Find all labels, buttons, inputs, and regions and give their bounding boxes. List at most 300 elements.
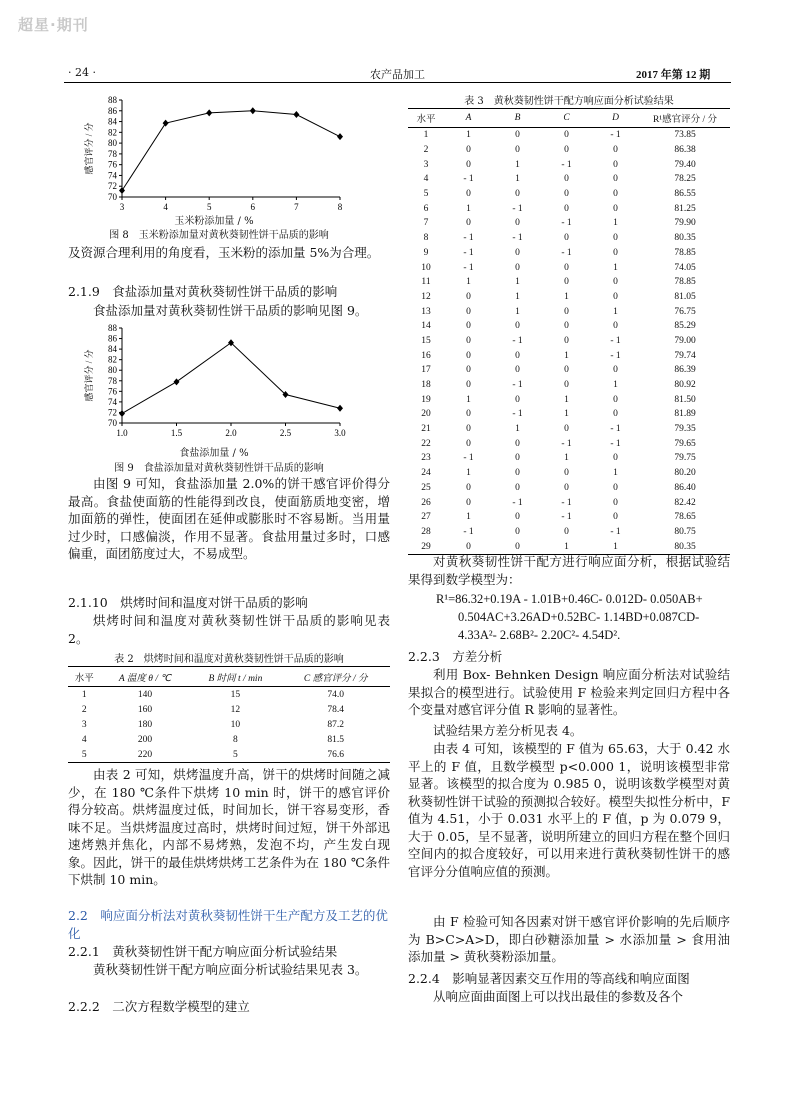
table-cell: 27 xyxy=(421,512,431,523)
table-cell: 0 xyxy=(564,130,569,141)
equation-line-2: 0.504AC+3.26AD+0.52BC- 1.14BD+0.087CD- xyxy=(458,610,700,624)
table-cell: 5 xyxy=(81,749,87,760)
table-cell: 0 xyxy=(613,482,618,493)
table-cell: 0 xyxy=(466,350,471,361)
table3 xyxy=(408,108,730,555)
table-cell: 220 xyxy=(137,749,153,760)
table-cell: - 1 xyxy=(512,233,523,244)
table-cell: 26 xyxy=(421,497,431,508)
table-cell: - 1 xyxy=(561,247,572,258)
table2-caption: 表 2 烘烤时间和温度对黄秋葵韧性饼干品质的影响 xyxy=(114,654,344,665)
y-tick-label: 84 xyxy=(108,344,117,355)
table-cell: 0 xyxy=(466,306,471,317)
table-cell: 1 xyxy=(613,541,618,552)
table-cell: 0 xyxy=(564,306,569,317)
table-cell: 12 xyxy=(421,291,431,302)
para-right-4: 由表 4 可知，该模型的 F 值为 65.63，大于 0.42 水平上的 F 值，且数学模型 p<0.000 1，说明该模型非常显著。该模型的拟合度为 0.985 0，说明该数学模型对黄秋葵韧性饼干试验的预测拟合较好。模型失拟性分析中，F 值为 4.51，小于 0.031 水平上的 F 值，p 为 0.079 9，大于 0.05，呈不显著，说明所建立的回归方程在整个回归空间内的拟合度较好，可以用来进行黄秋葵韧性饼干的感官评分分值响应值的预测。 xyxy=(408,741,730,879)
table-cell: - 1 xyxy=(561,497,572,508)
y-tick-label: 78 xyxy=(108,148,117,159)
x-tick-label: 4 xyxy=(163,202,168,212)
fig9-caption: 图 9 食盐添加量对黄秋葵韧性饼干品质的影响 xyxy=(114,463,324,474)
y-tick-label: 76 xyxy=(108,159,117,170)
table-row xyxy=(408,172,730,187)
table-cell: 0 xyxy=(466,438,471,449)
para-left-2: 食盐添加量对黄秋葵韧性饼干品质的影响见图 9。 xyxy=(93,303,368,318)
table-cell: 0 xyxy=(613,453,618,464)
section-2-2-1: 2.2.1 黄秋葵韧性饼干配方响应面分析试验结果 xyxy=(68,944,338,959)
table-cell: 0 xyxy=(613,394,618,405)
table-cell: 0 xyxy=(515,365,520,376)
table-cell: 81.89 xyxy=(674,409,696,420)
table-cell: 1 xyxy=(423,130,429,141)
table-cell: - 1 xyxy=(463,453,474,464)
table-row xyxy=(68,702,390,717)
table-cell: 1 xyxy=(466,394,471,405)
table-cell: 78.85 xyxy=(674,277,696,288)
table-cell: 0 xyxy=(515,394,520,405)
table-cell: 3 xyxy=(81,719,87,730)
table-cell: - 1 xyxy=(561,218,572,229)
table-cell: - 1 xyxy=(512,203,523,214)
y-tick-label: 88 xyxy=(108,323,117,333)
table-cell: 0 xyxy=(515,482,520,493)
table-cell: 0 xyxy=(515,350,520,361)
table-cell: 0 xyxy=(564,321,569,332)
table-cell: 76.75 xyxy=(674,306,696,317)
table-cell: 81.05 xyxy=(674,291,696,302)
table-cell: 0 xyxy=(564,277,569,288)
table-row xyxy=(408,392,730,407)
table-cell: 0 xyxy=(613,291,618,302)
y-axis-label: 感官评分 / 分 xyxy=(84,349,94,402)
para-left-4: 烘烤时间和温度对黄秋葵韧性饼干品质的影响见表 2。 xyxy=(68,613,390,646)
table-row xyxy=(68,687,390,703)
table-row xyxy=(408,495,730,510)
table-cell: 0 xyxy=(564,468,569,479)
table-cell: 0 xyxy=(613,497,618,508)
table-cell: 81.50 xyxy=(674,394,696,405)
table-cell: 18 xyxy=(421,380,431,391)
table-cell: 0 xyxy=(515,453,520,464)
table2-header: B 时间 t / min xyxy=(208,673,263,684)
table-cell: 19 xyxy=(421,394,431,405)
table-cell: 0 xyxy=(564,526,569,537)
table-cell: 14 xyxy=(421,321,431,332)
table-row xyxy=(408,216,730,231)
y-tick-label: 86 xyxy=(108,333,117,344)
table-cell: 0 xyxy=(515,438,520,449)
table-cell: 0 xyxy=(515,526,520,537)
table-cell: 4 xyxy=(423,174,429,185)
data-point xyxy=(293,111,299,118)
table-cell: - 1 xyxy=(463,526,474,537)
table-cell: - 1 xyxy=(610,350,621,361)
data-point xyxy=(174,378,180,385)
table3-header: 水平 xyxy=(416,115,436,125)
para-left-3: 由图 9 可知，食盐添加量 2.0%的饼干感官评价得分最高。食盐使面筋的性能得到改良，使面筋质地变密，增加面筋的弹性，使面团在延伸或膨胀时不容易断。当用量过少时，口感偏淡，作用不显著。食盐用量过多时，口感偏重，面团筋度过大，不易成型。 xyxy=(68,476,390,561)
table-cell: 0 xyxy=(466,335,471,346)
table3-header: A xyxy=(465,113,472,123)
table-row xyxy=(408,525,730,540)
table-row xyxy=(408,157,730,172)
table-cell: - 1 xyxy=(463,262,474,273)
table-row xyxy=(408,407,730,422)
y-tick-label: 80 xyxy=(108,365,117,376)
table-cell: 0 xyxy=(466,189,471,200)
y-tick-label: 78 xyxy=(108,375,117,386)
table-cell: 3 xyxy=(423,159,429,170)
section-2-2: 2.2 响应面分析法对黄秋葵韧性饼干生产配方及工艺的优化 xyxy=(68,908,388,941)
table3-header: D xyxy=(612,113,619,123)
table-row xyxy=(408,451,730,466)
table-cell: 79.40 xyxy=(674,159,696,170)
table-cell: 1 xyxy=(81,689,87,700)
table3-header: R¹感官评分 / 分 xyxy=(652,115,718,125)
table-cell: - 1 xyxy=(463,174,474,185)
section-2-1-10: 2.1.10 烘烤时间和温度对饼干品质的影响 xyxy=(68,595,308,610)
para-right-1: 对黄秋葵韧性饼干配方进行响应面分析，根据试验结果得到数学模型为： xyxy=(408,554,730,587)
page-number: · 24 · xyxy=(68,66,96,79)
fig9-xlabel: 食盐添加量 / % xyxy=(179,448,249,459)
table2-header: A 温度 θ / ℃ xyxy=(118,673,171,684)
table-cell: 20 xyxy=(421,409,431,420)
table-cell: 1 xyxy=(613,218,618,229)
table-cell: - 1 xyxy=(463,247,474,258)
table-cell: 74.0 xyxy=(327,689,344,700)
table-cell: - 1 xyxy=(610,438,621,449)
table-cell: 25 xyxy=(421,482,431,493)
section-2-2-3: 2.2.3 方差分析 xyxy=(408,649,503,664)
table-cell: 82.42 xyxy=(674,497,696,508)
table-cell: - 1 xyxy=(512,409,523,420)
table-cell: 16 xyxy=(421,350,431,361)
table-cell: 1 xyxy=(613,380,618,391)
para-right-3: 试验结果方差分析见表 4。 xyxy=(433,723,583,738)
table-row xyxy=(68,717,390,732)
table-cell: 2 xyxy=(423,145,429,156)
table-cell: - 1 xyxy=(561,512,572,523)
table-cell: 0 xyxy=(613,409,618,420)
table-cell: 1 xyxy=(515,291,520,302)
table-cell: 1 xyxy=(613,468,618,479)
table-cell: 79.00 xyxy=(674,335,696,346)
table-cell: 1 xyxy=(466,512,471,523)
table-cell: 0 xyxy=(613,321,618,332)
y-tick-label: 74 xyxy=(108,170,117,181)
table-row xyxy=(408,466,730,481)
table-cell: 74.05 xyxy=(674,262,696,273)
y-tick-label: 82 xyxy=(108,354,117,365)
fig8-caption: 图 8 玉米粉添加量对黄秋葵韧性饼干品质的影响 xyxy=(109,230,329,241)
equation-line-1: R¹=86.32+0.19A - 1.01B+0.46C- 0.012D- 0.050AB+ xyxy=(436,592,703,606)
table-cell: 1 xyxy=(466,468,471,479)
table-cell: 79.74 xyxy=(674,350,696,361)
para-left-6: 黄秋葵韧性饼干配方响应面分析试验结果见表 3。 xyxy=(93,962,368,977)
data-point xyxy=(206,109,212,116)
table-cell: 1 xyxy=(564,350,569,361)
section-2-1-9: 2.1.9 食盐添加量对黄秋葵韧性饼干品质的影响 xyxy=(68,284,338,299)
table-cell: 0 xyxy=(466,380,471,391)
table-cell: 0 xyxy=(564,233,569,244)
x-tick-label: 8 xyxy=(337,202,343,212)
table-cell: 200 xyxy=(137,734,153,745)
table-row xyxy=(408,187,730,202)
table-row xyxy=(408,319,730,334)
table-cell: 1 xyxy=(466,130,471,141)
table-cell: 160 xyxy=(137,704,153,715)
table-cell: 80.35 xyxy=(674,233,696,244)
table-row xyxy=(408,334,730,349)
table-cell: 21 xyxy=(421,424,431,435)
fig9-chart xyxy=(64,320,364,445)
data-point xyxy=(337,405,343,412)
table-cell: 0 xyxy=(613,145,618,156)
table-cell: 0 xyxy=(515,541,520,552)
table-cell: 12 xyxy=(230,704,241,715)
data-point xyxy=(337,133,343,140)
table-cell: 80.75 xyxy=(674,526,696,537)
table-cell: 87.2 xyxy=(327,719,344,730)
table-cell: 0 xyxy=(613,247,618,258)
table-cell: 73.85 xyxy=(674,130,696,141)
table-cell: 24 xyxy=(421,468,431,479)
table3-header: C xyxy=(563,113,570,123)
table-cell: 0 xyxy=(515,321,520,332)
table-cell: 76.6 xyxy=(327,749,344,760)
table-cell: - 1 xyxy=(610,335,621,346)
x-tick-label: 1.0 xyxy=(116,428,128,438)
table-cell: 8 xyxy=(233,734,238,745)
x-tick-label: 3 xyxy=(119,202,125,212)
y-tick-label: 76 xyxy=(108,386,117,397)
table-cell: 0 xyxy=(613,203,618,214)
table-cell: 1 xyxy=(613,262,618,273)
table-cell: 81.25 xyxy=(674,203,696,214)
table-cell: 79.65 xyxy=(674,438,696,449)
data-point xyxy=(250,107,256,114)
table-cell: 5 xyxy=(423,189,429,200)
table-cell: 0 xyxy=(466,145,471,156)
table-cell: 0 xyxy=(564,189,569,200)
table-cell: - 1 xyxy=(512,335,523,346)
fig8-xlabel: 玉米粉添加量 / % xyxy=(174,216,254,227)
series-line xyxy=(122,111,340,191)
table2-header: 水平 xyxy=(74,673,94,684)
table-cell: - 1 xyxy=(610,526,621,537)
table-row xyxy=(408,363,730,378)
table-cell: 78.25 xyxy=(674,174,696,185)
table-cell: 2 xyxy=(81,704,87,715)
y-tick-label: 70 xyxy=(108,418,117,428)
table-cell: 0 xyxy=(613,512,618,523)
table-cell: 0 xyxy=(466,424,471,435)
table-cell: 0 xyxy=(515,130,520,141)
table-cell: 0 xyxy=(613,365,618,376)
table-cell: - 1 xyxy=(610,424,621,435)
table-cell: 86.55 xyxy=(674,189,696,200)
table-cell: 10 xyxy=(230,719,241,730)
table-row xyxy=(408,201,730,216)
x-tick-label: 7 xyxy=(294,202,299,212)
table-cell: 29 xyxy=(421,541,431,552)
table-cell: 0 xyxy=(613,277,618,288)
table-cell: 0 xyxy=(564,203,569,214)
table-cell: 80.92 xyxy=(674,380,696,391)
table-cell: 0 xyxy=(466,482,471,493)
table3-caption: 表 3 黄秋葵韧性饼干配方响应面分析试验结果 xyxy=(464,96,674,107)
table-cell: 0 xyxy=(515,145,520,156)
series-line xyxy=(122,343,340,414)
para-right-2: 利用 Box- Behnken Design 响应面分析法对试验结果拟合的模型进行。试验使用 F 检验来判定回归方程中各个变量对感官评分值 R 影响的显著性。 xyxy=(408,667,730,717)
table-cell: 0 xyxy=(515,247,520,258)
table-cell: 0 xyxy=(515,512,520,523)
table-row xyxy=(408,348,730,363)
watermark-logo: 超星·期刊 xyxy=(18,16,89,34)
table-cell: 0 xyxy=(466,159,471,170)
para-left-1: 及资源合理利用的角度看，玉米粉的添加量 5%为合理。 xyxy=(68,245,380,260)
table-cell: 86.38 xyxy=(674,145,696,156)
para-left-5: 由表 2 可知，烘烤温度升高，饼干的烘烤时间随之减少，在 180 ℃条件下烘烤 10 min 时，饼干的感官评价得分较高。烘烤温度过低，时间加长，饼干容易变形，香味不足。当烘烤温度过高时，烘烤时间过短，饼干外部迅速烤熟并焦化，内部不易烤熟，发泡不均，产生发白现象。因此，饼干的最佳烘烤烘烤工艺条件为在 180 ℃条件下烘制 10 min。 xyxy=(68,767,390,887)
table-cell: 6 xyxy=(423,203,429,214)
table-cell: 81.5 xyxy=(327,734,344,745)
table-cell: - 1 xyxy=(610,130,621,141)
table-row xyxy=(408,143,730,158)
table-cell: 9 xyxy=(423,247,429,258)
table-cell: 1 xyxy=(564,541,569,552)
table-cell: 17 xyxy=(421,365,431,376)
table-cell: 140 xyxy=(137,689,153,700)
y-tick-label: 72 xyxy=(108,181,117,192)
table-cell: 15 xyxy=(421,335,431,346)
table-cell: - 1 xyxy=(463,233,474,244)
table-cell: 0 xyxy=(515,218,520,229)
table-cell: 180 xyxy=(137,719,153,730)
y-tick-label: 82 xyxy=(108,127,117,138)
table-cell: 10 xyxy=(421,262,431,273)
y-tick-label: 88 xyxy=(108,95,117,105)
table-cell: 0 xyxy=(564,365,569,376)
table-row xyxy=(68,747,390,763)
table-cell: 1 xyxy=(613,306,618,317)
x-tick-label: 2.5 xyxy=(279,428,292,438)
table-cell: 86.40 xyxy=(674,482,696,493)
table-cell: 1 xyxy=(515,277,520,288)
table-row xyxy=(408,422,730,437)
table-cell: 22 xyxy=(421,438,431,449)
table-cell: 0 xyxy=(466,365,471,376)
table-cell: 0 xyxy=(564,380,569,391)
table-cell: 0 xyxy=(466,291,471,302)
section-2-2-2: 2.2.2 二次方程数学模型的建立 xyxy=(68,999,250,1014)
y-tick-label: 86 xyxy=(108,105,117,116)
table-row xyxy=(408,290,730,305)
table-cell: 1 xyxy=(564,409,569,420)
table-cell: - 1 xyxy=(512,497,523,508)
table-cell: 1 xyxy=(564,394,569,405)
table-cell: 7 xyxy=(423,218,429,229)
table-cell: 85.29 xyxy=(674,321,696,332)
table-cell: 0 xyxy=(564,424,569,435)
table-cell: 15 xyxy=(230,689,241,700)
y-tick-label: 72 xyxy=(108,407,117,418)
table-cell: - 1 xyxy=(561,438,572,449)
table-cell: 0 xyxy=(515,468,520,479)
data-point xyxy=(119,410,125,417)
header-rule xyxy=(64,82,731,83)
table-cell: 78.4 xyxy=(327,704,344,715)
table-row xyxy=(408,128,730,143)
table-cell: 23 xyxy=(421,453,431,464)
table-cell: 0 xyxy=(613,174,618,185)
table-row xyxy=(408,481,730,496)
equation-line-3: 4.33A²- 2.68B²- 2.20C²- 4.54D². xyxy=(458,628,621,642)
table-row xyxy=(408,304,730,319)
table-cell: 0 xyxy=(515,189,520,200)
table-cell: 0 xyxy=(564,335,569,346)
table3-header: B xyxy=(514,113,521,123)
table-cell: 0 xyxy=(613,159,618,170)
table-cell: 78.85 xyxy=(674,247,696,258)
table-row xyxy=(408,436,730,451)
table-cell: 4 xyxy=(81,734,87,745)
y-tick-label: 84 xyxy=(108,116,117,127)
table-cell: 0 xyxy=(564,174,569,185)
table-cell: 0 xyxy=(564,145,569,156)
table2 xyxy=(68,666,390,763)
y-tick-label: 74 xyxy=(108,396,117,407)
para-right-5: 由 F 检验可知各因素对饼干感官评价影响的先后顺序为 B>C>A>D，即白砂糖添加量 > 水添加量 > 食用油添加量 > 黄秋葵粉添加量。 xyxy=(408,914,730,964)
table-cell: 1 xyxy=(564,291,569,302)
y-tick-label: 80 xyxy=(108,138,117,149)
y-axis-label: 感官评分 / 分 xyxy=(84,122,94,175)
table-cell: 1 xyxy=(466,203,471,214)
x-tick-label: 3.0 xyxy=(334,428,346,438)
para-right-6: 从响应面曲面图上可以找出最佳的参数及各个 xyxy=(433,989,684,1004)
x-tick-label: 1.5 xyxy=(170,428,183,438)
table-cell: 79.35 xyxy=(674,424,696,435)
table-cell: 0 xyxy=(466,218,471,229)
table-row xyxy=(68,732,390,747)
table-cell: 79.90 xyxy=(674,218,696,229)
table-cell: 80.20 xyxy=(674,468,696,479)
table-cell: 0 xyxy=(564,482,569,493)
table-cell: 5 xyxy=(233,749,238,760)
table-cell: - 1 xyxy=(561,159,572,170)
table-cell: 0 xyxy=(466,541,471,552)
table-row xyxy=(408,246,730,261)
table-cell: 86.39 xyxy=(674,365,696,376)
table-cell: 0 xyxy=(466,321,471,332)
table-row xyxy=(408,275,730,290)
fig8-chart xyxy=(64,92,364,227)
x-tick-label: 5 xyxy=(206,202,212,212)
table-cell: 0 xyxy=(613,233,618,244)
table-cell: - 1 xyxy=(512,380,523,391)
table-cell: 79.75 xyxy=(674,453,696,464)
table-cell: 0 xyxy=(466,409,471,420)
table2-header: C 感官评分 / 分 xyxy=(303,673,368,684)
table-row xyxy=(408,260,730,275)
table-row xyxy=(408,378,730,393)
x-tick-label: 2.0 xyxy=(225,428,237,438)
table-cell: 0 xyxy=(466,497,471,508)
table-cell: 28 xyxy=(421,526,431,537)
table-row xyxy=(408,510,730,525)
section-2-2-4: 2.2.4 影响显著因素交互作用的等高线和响应面图 xyxy=(408,971,690,986)
table-cell: 0 xyxy=(564,262,569,273)
table-cell: 0 xyxy=(515,262,520,273)
table-cell: 80.35 xyxy=(674,541,696,552)
